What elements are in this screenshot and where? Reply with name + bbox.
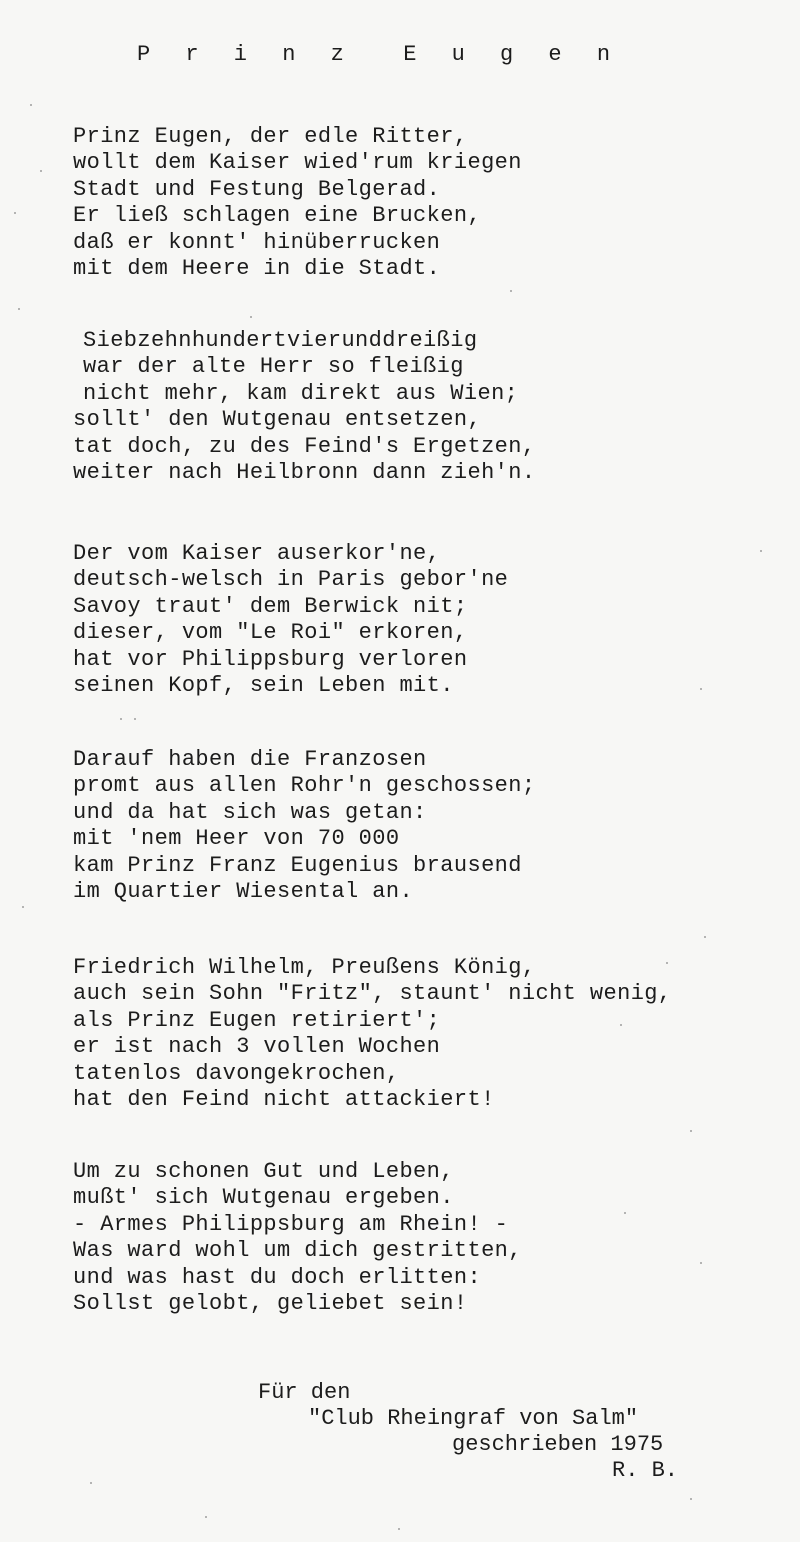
stanza-line: daß er konnt' hinüberrucken <box>73 229 441 255</box>
stanza-line: deutsch-welsch in Paris gebor'ne <box>73 567 509 593</box>
paper-speck <box>704 936 706 938</box>
stanza-line: tatenlos davongekrochen, <box>73 1060 400 1086</box>
stanza-line: Prinz Eugen, der edle Ritter, <box>73 124 468 149</box>
stanza-line: Sollst gelobt, geliebet sein! <box>73 1290 468 1316</box>
stanza-line: promt aus allen Rohr'n geschossen; <box>73 773 536 799</box>
stanza-4 <box>73 747 535 905</box>
paper-speck <box>90 1482 92 1484</box>
stanza-line: tat doch, zu des Feind's Ergetzen, <box>73 433 536 459</box>
signoff-club-name: "Club Rheingraf von Salm" <box>308 1406 639 1431</box>
stanza-1 <box>73 124 522 282</box>
paper-speck <box>666 962 668 964</box>
stanza-line: dieser, vom "Le Roi" erkoren, <box>73 620 468 646</box>
stanza-5 <box>73 955 672 1113</box>
stanza-line: Der vom Kaiser auserkor'ne, <box>73 541 441 566</box>
paper-speck <box>690 1130 692 1132</box>
paper-speck <box>250 316 252 318</box>
paper-speck <box>700 688 702 690</box>
stanza-line: wollt dem Kaiser wied'rum kriegen <box>73 150 522 176</box>
paper-speck <box>510 290 512 292</box>
stanza-line: Friedrich Wilhelm, Preußens König, <box>73 955 536 980</box>
signoff-written-year: geschrieben 1975 <box>452 1432 664 1457</box>
stanza-line: Was ward wohl um dich gestritten, <box>73 1238 522 1264</box>
stanza-line: und was hast du doch erlitten: <box>73 1264 482 1290</box>
poem-title: P r i n z E u g e n <box>137 42 622 67</box>
stanza-line: weiter nach Heilbronn dann zieh'n. <box>73 459 536 485</box>
stanza-line: Savoy traut' dem Berwick nit; <box>73 593 468 619</box>
signoff-dedication: Für den <box>258 1380 351 1405</box>
paper-speck <box>398 1528 400 1530</box>
stanza-line: Siebzehnhundertvierunddreißig <box>83 328 478 353</box>
stanza-3 <box>73 541 508 699</box>
paper-speck <box>760 550 762 552</box>
stanza-line: - Armes Philippsburg am Rhein! - <box>73 1211 509 1237</box>
stanza-line: mit 'nem Heer von 70 000 <box>73 826 400 852</box>
paper-speck <box>690 1498 692 1500</box>
stanza-line: mußt' sich Wutgenau ergeben. <box>73 1185 454 1211</box>
stanza-6 <box>73 1159 522 1317</box>
stanza-line: Er ließ schlagen eine Brucken, <box>73 203 482 229</box>
paper-speck <box>14 212 16 214</box>
stanza-line: Um zu schonen Gut und Leben, <box>73 1159 454 1184</box>
paper-speck <box>30 104 32 106</box>
stanza-line: im Quartier Wiesental an. <box>73 878 414 904</box>
stanza-line: sollt' den Wutgenau entsetzen, <box>73 407 482 433</box>
paper-speck <box>120 718 122 720</box>
stanza-line: war der alte Herr so fleißig <box>83 354 464 380</box>
stanza-2 <box>73 328 535 486</box>
stanza-line: auch sein Sohn "Fritz", staunt' nicht wenig, <box>73 981 672 1007</box>
stanza-line: er ist nach 3 vollen Wochen <box>73 1034 441 1060</box>
paper-speck <box>18 308 20 310</box>
signoff-initials: R. B. <box>612 1458 679 1483</box>
stanza-line: mit dem Heere in die Stadt. <box>73 255 441 281</box>
stanza-line: hat vor Philippsburg verloren <box>73 646 468 672</box>
stanza-line: Darauf haben die Franzosen <box>73 747 427 772</box>
stanza-line: nicht mehr, kam direkt aus Wien; <box>83 380 519 406</box>
paper-speck <box>40 170 42 172</box>
paper-speck <box>22 906 24 908</box>
stanza-line: hat den Feind nicht attackiert! <box>73 1086 495 1112</box>
stanza-line: und da hat sich was getan: <box>73 799 427 825</box>
stanza-line: seinen Kopf, sein Leben mit. <box>73 672 454 698</box>
stanza-line: als Prinz Eugen retiriert'; <box>73 1007 441 1033</box>
paper-speck <box>620 1024 622 1026</box>
stanza-line: kam Prinz Franz Eugenius brausend <box>73 852 522 878</box>
stanza-line: Stadt und Festung Belgerad. <box>73 176 441 202</box>
paper-speck <box>134 718 136 720</box>
paper-speck <box>205 1516 207 1518</box>
paper-speck <box>700 1262 702 1264</box>
paper-speck <box>624 1212 626 1214</box>
